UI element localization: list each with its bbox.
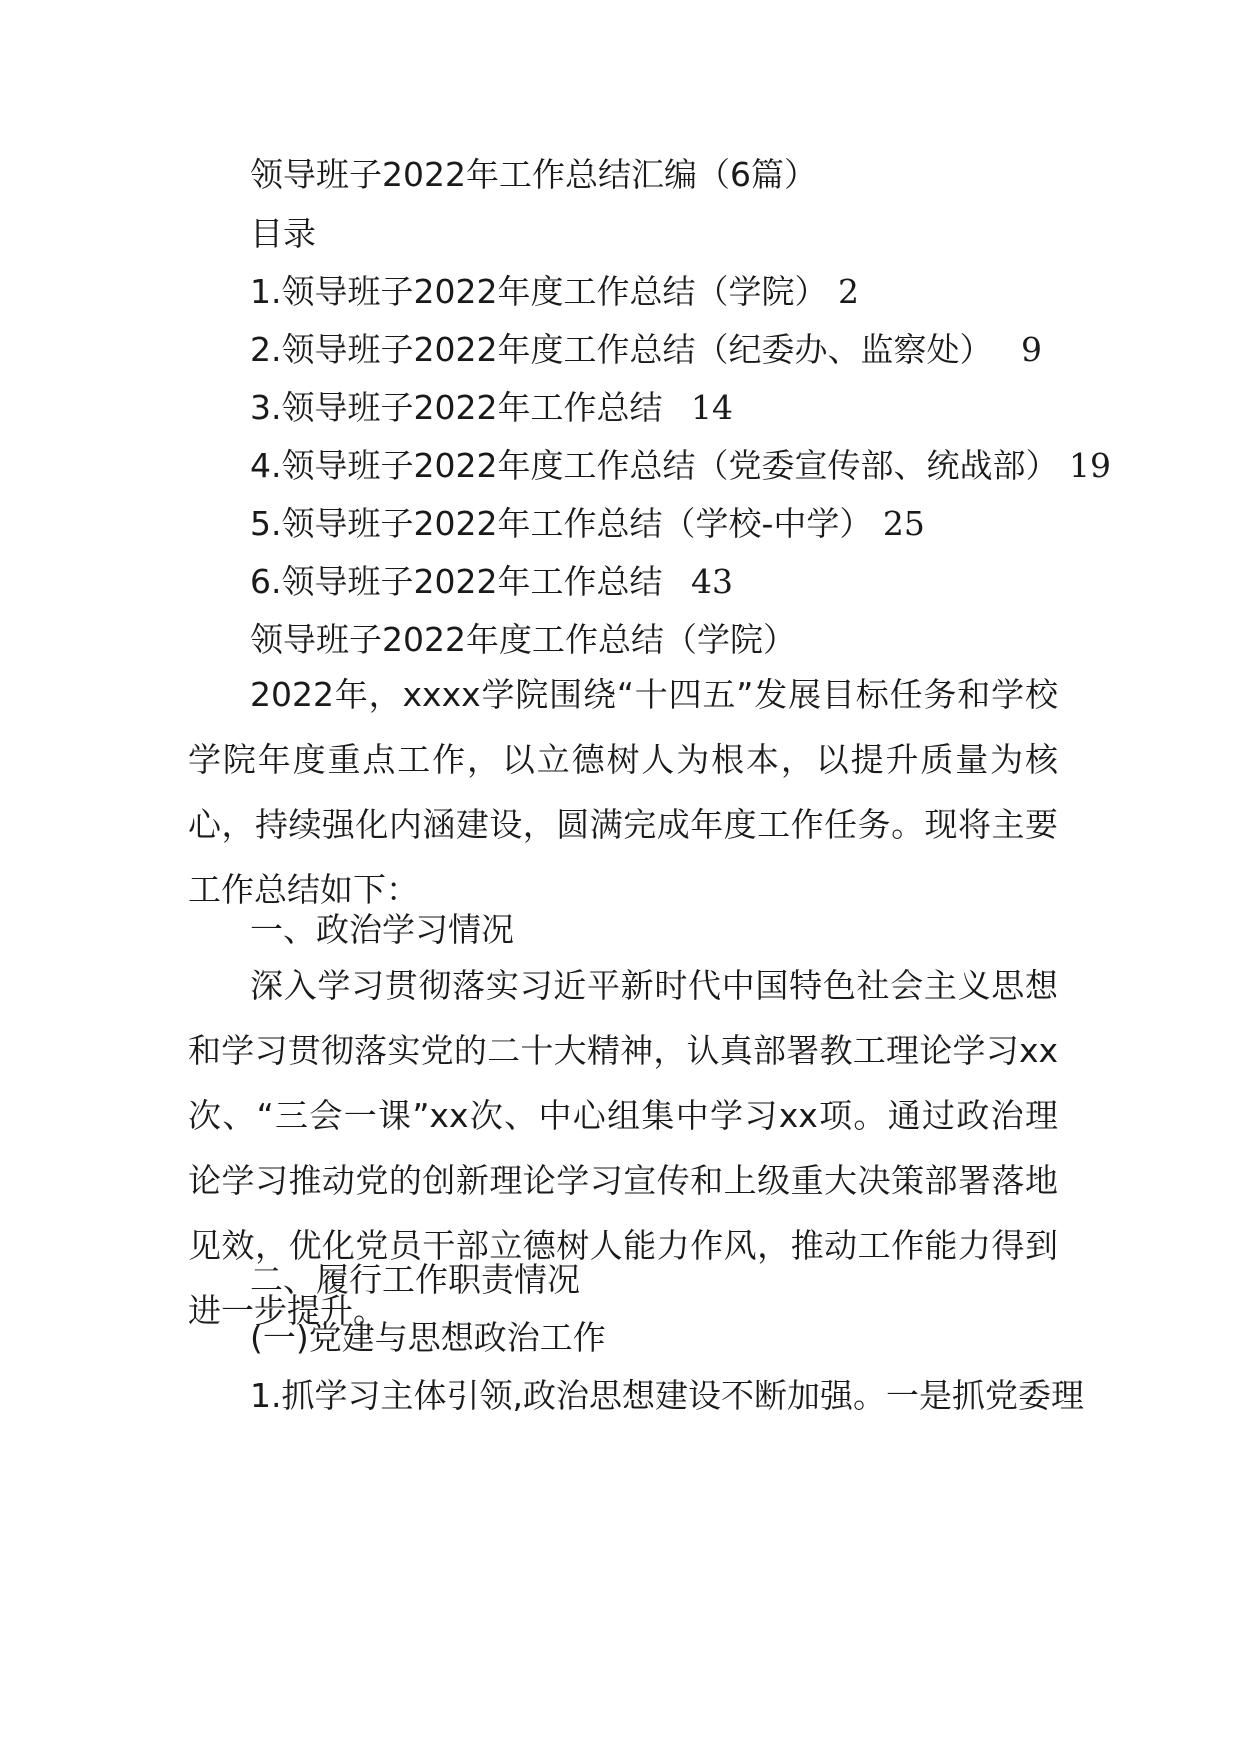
document-title: 领导班子2022年工作总结汇编（6篇） (250, 155, 817, 194)
toc-item-label: 5.领导班子2022年工作总结（学校-中学） (250, 504, 873, 543)
toc-item (250, 330, 1042, 370)
toc-item (250, 272, 859, 312)
toc-item (250, 446, 1111, 486)
intro-paragraph: 2022年，xxxx学院围绕“十四五”发展目标任务和学校学院年度重点工作，以立德树人为根本，以提升质量为核心，持续强化内涵建设，圆满完成年度工作任务。现将主要工作总结如下： (188, 675, 1058, 909)
subheading-party-building: (一)党建与思想政治工作 (250, 1318, 606, 1357)
toc-item (250, 388, 733, 428)
toc-item-page: 43 (690, 562, 733, 601)
heading-political-study: 一、政治学习情况 (250, 910, 514, 949)
political-study-paragraph: 深入学习贯彻落实习近平新时代中国特色社会主义思想和学习贯彻落实党的二十大精神，认真部署教工理论学习xx次、“三会一课”xx次、中心组集中学习xx项。通过政治理论学习推动党的创新理论学习宣传和上级重大决策部署落地见效，优化党员干部立德树人能力作风，推动工作能力得到进一步提升。 (188, 966, 1058, 1330)
toc-item-page: 19 (1068, 446, 1111, 485)
toc-item-page: 2 (837, 272, 859, 311)
heading-duties: 二、履行工作职责情况 (250, 1260, 580, 1299)
section-title: 领导班子2022年度工作总结（学院） (250, 620, 796, 659)
toc-item-label: 1.领导班子2022年度工作总结（学院） (250, 272, 828, 311)
toc-item (250, 504, 925, 544)
toc-item-label: 3.领导班子2022年工作总结 (250, 388, 663, 427)
toc-item-label: 4.领导班子2022年度工作总结（党委宣传部、统战部） (250, 446, 1059, 485)
item-study-leadership: 1.抓学习主体引领,政治思想建设不断加强。一是抓党委理 (250, 1376, 1084, 1415)
toc-item-page: 25 (882, 504, 925, 543)
toc-item-page: 14 (690, 388, 733, 427)
toc-item-label: 2.领导班子2022年度工作总结（纪委办、监察处） (250, 330, 993, 369)
toc-item-label: 6.领导班子2022年工作总结 (250, 562, 663, 601)
toc-item (250, 562, 733, 602)
toc-heading: 目录 (250, 214, 316, 253)
toc-item-page: 9 (1020, 330, 1042, 369)
